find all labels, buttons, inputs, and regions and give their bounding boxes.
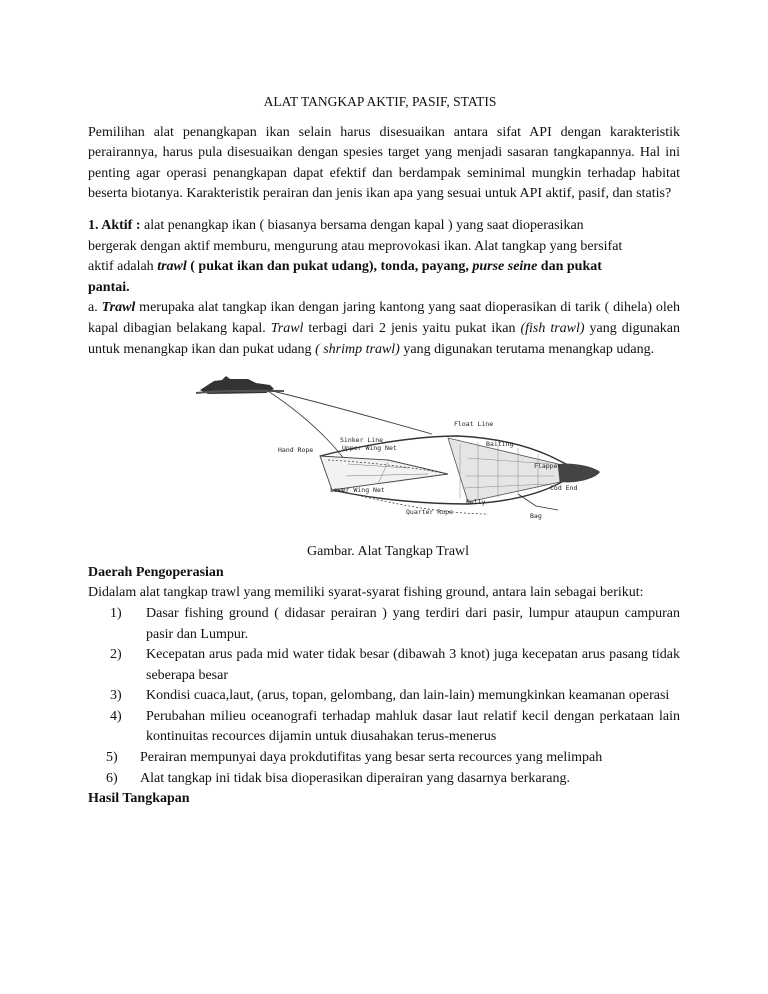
aktif-line-4: pantai. xyxy=(88,279,130,295)
trawl-paragraph xyxy=(88,298,680,360)
list-item xyxy=(88,604,680,645)
aktif-line-2: bergerak dengan aktif memburu, mengurung atau meprovokasi ikan. Alat tangkap yang bersifat xyxy=(88,238,623,254)
list-item-text: Alat tangkap ini tidak bisa dioperasikan diperairan yang dasarnya berkarang. xyxy=(140,770,570,786)
list-item xyxy=(88,645,680,686)
label-belly: Belly xyxy=(466,498,486,507)
label-lower-wing-net: Lower Wing Net xyxy=(330,486,385,495)
hasil-heading xyxy=(88,789,680,810)
daerah-heading-text: Daerah Pengoperasian xyxy=(88,564,224,580)
requirements-list xyxy=(88,604,680,789)
label-bag: Bag xyxy=(530,512,542,521)
trawl-part-3: yang digunakan untuk menangkap ikan dan pukat udang xyxy=(88,320,681,357)
trawl-term: Trawl xyxy=(101,300,136,316)
list-item-number: 2) xyxy=(110,647,122,663)
daerah-intro: Didalam alat tangkap trawl yang memiliki syarat-syarat fishing ground, antara lain sebagai berikut: xyxy=(88,585,644,601)
label-sinker-line: Sinker Line xyxy=(340,436,384,445)
trawl-part-2: terbagi dari 2 jenis yaitu pukat ikan xyxy=(303,320,521,336)
document-page xyxy=(88,92,680,810)
aktif-bold-2: dan pukat xyxy=(537,259,602,275)
list-item xyxy=(88,707,680,748)
list-item-text: Perairan mempunyai daya prokdutifitas yang besar serta recources yang melimpah xyxy=(140,750,603,766)
intro-paragraph: Pemilihan alat penangkapan ikan selain harus disesuaikan antara sifat API dengan karakteristik perairannya, harus pula disesuaikan dengan spesies target yang menjadi sasaran tangkapannya. Hal ini penting agar operasi penangkapan dapat efektif dan berdampak seminimal mungkin terhadap habitat beserta biotanya. Karakteristik perairan dan jenis ikan apa yang sesuai untuk API aktif, pasif, dan statis? xyxy=(88,124,680,202)
label-cod-end: Cod End xyxy=(550,484,578,493)
trawl-term-2: Trawl xyxy=(270,320,304,336)
list-item-text: Perubahan milieu oceanografi terhadap mahluk dasar laut relatif kecil dengan perkataan lain kontinuitas recources dijamin untuk diusahakan terus-menerus xyxy=(146,708,680,745)
trawl-diagram xyxy=(88,364,680,536)
label-flapper: Flapper xyxy=(534,462,562,471)
aktif-label: 1. Aktif : xyxy=(88,217,141,233)
list-item-number: 6) xyxy=(106,770,118,786)
list-item-number: 3) xyxy=(110,688,122,704)
list-item xyxy=(88,686,680,707)
list-item-number: 4) xyxy=(110,708,122,724)
list-item-number: 1) xyxy=(110,605,122,621)
aktif-bold-1: ( pukat ikan dan pukat udang), tonda, payang, xyxy=(186,259,473,275)
trawl-figure xyxy=(88,364,680,536)
label-quarter-rope: Quarter Rope xyxy=(406,508,453,517)
daerah-heading xyxy=(88,563,680,584)
aktif-line-1: alat penangkap ikan ( biasanya bersama dengan kapal ) yang saat dioperasikan xyxy=(140,217,584,233)
list-item xyxy=(88,769,680,790)
warp-line-upper xyxy=(268,390,432,434)
aktif-line-3: aktif adalah xyxy=(88,259,158,275)
wing-net xyxy=(320,456,448,490)
list-item-text: Kecepatan arus pada mid water tidak besar (dibawah 3 knot) juga kecepatan arus pasang tidak seberapa besar xyxy=(146,647,680,683)
label-hand-rope: Hand Rope xyxy=(278,446,314,455)
shrimp-trawl-term: ( shrimp trawl) xyxy=(315,341,400,357)
list-item-number: 5) xyxy=(106,750,118,766)
label-upper-wing-net: Upper Wing Net xyxy=(342,444,397,453)
figure-caption: Gambar. Alat Tangkap Trawl xyxy=(306,544,470,560)
hasil-heading-text: Hasil Tangkapan xyxy=(88,791,190,807)
aktif-paragraph xyxy=(88,216,680,298)
page-title: ALAT TANGKAP AKTIF, PASIF, STATIS xyxy=(263,94,497,109)
aktif-purse-seine: purse seine xyxy=(472,259,538,275)
trawl-part-4: yang digunakan terutama menangkap udang. xyxy=(399,341,655,357)
list-item-text: Kondisi cuaca,laut, (arus, topan, gelombang, dan lain-lain) memungkinkan keamanan operasi xyxy=(146,688,670,704)
aktif-trawl: trawl xyxy=(157,259,187,275)
list-item-text: Dasar fishing ground ( didasar perairan ) yang terdiri dari pasir, lumpur ataupun campuran pasir dan Lumpur. xyxy=(146,605,680,642)
label-baiting: Baiting xyxy=(486,440,514,449)
trawl-part-1: merupaka alat tangkap ikan dengan jaring kantong yang saat dioperasikan di tarik ( dihela) oleh kapal dibagian belakang kapal. xyxy=(88,300,681,336)
trawl-prefix: a. xyxy=(88,300,102,316)
list-item xyxy=(88,748,680,769)
fish-trawl-term: (fish trawl) xyxy=(520,320,585,336)
label-float-line: Float Line xyxy=(454,420,494,429)
cod-end xyxy=(558,464,600,483)
